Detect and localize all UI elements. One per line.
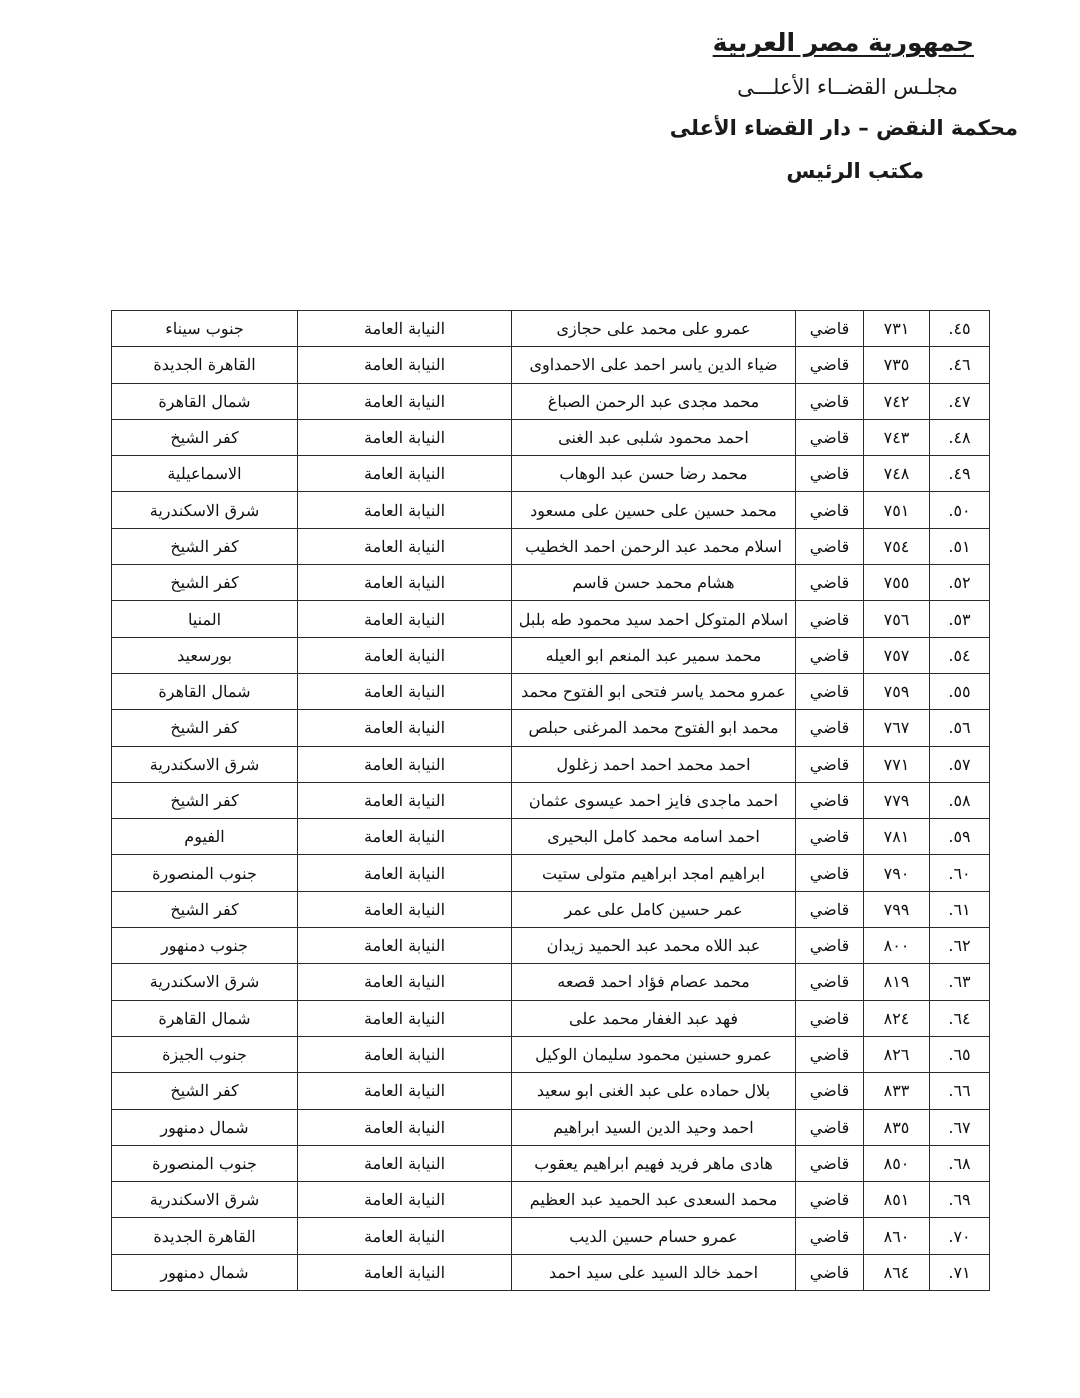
region-cell: شمال القاهرة bbox=[112, 1000, 298, 1036]
seniority-code-cell: ٨٦٠ bbox=[864, 1218, 930, 1254]
role-cell: قاضي bbox=[796, 1218, 864, 1254]
seniority-code-cell: ٨٣٣ bbox=[864, 1073, 930, 1109]
row-number-cell: ٦٢. bbox=[930, 928, 990, 964]
seniority-code-cell: ٨٠٠ bbox=[864, 928, 930, 964]
role-cell: قاضي bbox=[796, 1000, 864, 1036]
department-cell: النيابة العامة bbox=[298, 710, 512, 746]
role-cell: قاضي bbox=[796, 565, 864, 601]
judge-name-cell: عبد اللاه محمد عبد الحميد زيدان bbox=[512, 928, 796, 964]
table-row bbox=[112, 528, 990, 564]
table-row bbox=[112, 710, 990, 746]
role-cell: قاضي bbox=[796, 891, 864, 927]
seniority-code-cell: ٧٥١ bbox=[864, 492, 930, 528]
table-row bbox=[112, 928, 990, 964]
seniority-code-cell: ٧٩٠ bbox=[864, 855, 930, 891]
role-cell: قاضي bbox=[796, 964, 864, 1000]
role-cell: قاضي bbox=[796, 347, 864, 383]
role-cell: قاضي bbox=[796, 1036, 864, 1072]
department-cell: النيابة العامة bbox=[298, 1254, 512, 1290]
department-cell: النيابة العامة bbox=[298, 1036, 512, 1072]
department-cell: النيابة العامة bbox=[298, 1073, 512, 1109]
region-cell: كفر الشيخ bbox=[112, 419, 298, 455]
role-cell: قاضي bbox=[796, 1182, 864, 1218]
region-cell: شرق الاسكندرية bbox=[112, 1182, 298, 1218]
row-number-cell: ٥٤. bbox=[930, 637, 990, 673]
row-number-cell: ٦٧. bbox=[930, 1109, 990, 1145]
judge-name-cell: عمرو محمد ياسر فتحى ابو الفتوح محمد bbox=[512, 673, 796, 709]
role-cell: قاضي bbox=[796, 928, 864, 964]
seniority-code-cell: ٨٥٠ bbox=[864, 1145, 930, 1181]
department-cell: النيابة العامة bbox=[298, 347, 512, 383]
region-cell: الفيوم bbox=[112, 819, 298, 855]
judge-name-cell: هادى ماهر فريد فهيم ابراهيم يعقوب bbox=[512, 1145, 796, 1181]
table-row bbox=[112, 1254, 990, 1290]
region-cell: شرق الاسكندرية bbox=[112, 492, 298, 528]
region-cell: جنوب سيناء bbox=[112, 311, 298, 347]
judge-name-cell: بلال حماده على عبد الغنى ابو سعيد bbox=[512, 1073, 796, 1109]
department-cell: النيابة العامة bbox=[298, 928, 512, 964]
row-number-cell: ٥٢. bbox=[930, 565, 990, 601]
department-cell: النيابة العامة bbox=[298, 1000, 512, 1036]
judge-name-cell: احمد ماجدى فايز احمد عيسوى عثمان bbox=[512, 782, 796, 818]
seniority-code-cell: ٧٥٥ bbox=[864, 565, 930, 601]
role-cell: قاضي bbox=[796, 673, 864, 709]
role-cell: قاضي bbox=[796, 855, 864, 891]
region-cell: المنيا bbox=[112, 601, 298, 637]
role-cell: قاضي bbox=[796, 601, 864, 637]
region-cell: كفر الشيخ bbox=[112, 1073, 298, 1109]
judge-name-cell: عمرو حسام حسين الديب bbox=[512, 1218, 796, 1254]
country-heading: جمهورية مصر العربية bbox=[712, 28, 974, 57]
judge-name-cell: عمرو حسنين محمود سليمان الوكيل bbox=[512, 1036, 796, 1072]
table-row bbox=[112, 819, 990, 855]
table-row bbox=[112, 891, 990, 927]
row-number-cell: ٥٠. bbox=[930, 492, 990, 528]
table-row bbox=[112, 601, 990, 637]
row-number-cell: ٥٥. bbox=[930, 673, 990, 709]
row-number-cell: ٤٨. bbox=[930, 419, 990, 455]
seniority-code-cell: ٧٥٧ bbox=[864, 637, 930, 673]
seniority-code-cell: ٨٦٤ bbox=[864, 1254, 930, 1290]
seniority-code-cell: ٧٥٤ bbox=[864, 528, 930, 564]
row-number-cell: ٥٨. bbox=[930, 782, 990, 818]
judge-name-cell: ابراهيم امجد ابراهيم متولى ستيت bbox=[512, 855, 796, 891]
table-row bbox=[112, 964, 990, 1000]
department-cell: النيابة العامة bbox=[298, 601, 512, 637]
table-row bbox=[112, 1073, 990, 1109]
row-number-cell: ٤٧. bbox=[930, 383, 990, 419]
seniority-code-cell: ٨١٩ bbox=[864, 964, 930, 1000]
row-number-cell: ٤٩. bbox=[930, 456, 990, 492]
department-cell: النيابة العامة bbox=[298, 528, 512, 564]
row-number-cell: ٦٨. bbox=[930, 1145, 990, 1181]
row-number-cell: ٦٣. bbox=[930, 964, 990, 1000]
row-number-cell: ٥٧. bbox=[930, 746, 990, 782]
row-number-cell: ٦١. bbox=[930, 891, 990, 927]
row-number-cell: ٥١. bbox=[930, 528, 990, 564]
region-cell: شرق الاسكندرية bbox=[112, 746, 298, 782]
office-heading: مكتب الرئيس bbox=[786, 159, 924, 183]
seniority-code-cell: ٧٥٦ bbox=[864, 601, 930, 637]
region-cell: كفر الشيخ bbox=[112, 565, 298, 601]
region-cell: جنوب الجيزة bbox=[112, 1036, 298, 1072]
table-row bbox=[112, 673, 990, 709]
region-cell: كفر الشيخ bbox=[112, 782, 298, 818]
seniority-code-cell: ٧٤٣ bbox=[864, 419, 930, 455]
seniority-code-cell: ٨٥١ bbox=[864, 1182, 930, 1218]
role-cell: قاضي bbox=[796, 456, 864, 492]
role-cell: قاضي bbox=[796, 492, 864, 528]
role-cell: قاضي bbox=[796, 746, 864, 782]
judge-name-cell: محمد السعدى عبد الحميد عبد العظيم bbox=[512, 1182, 796, 1218]
role-cell: قاضي bbox=[796, 782, 864, 818]
seniority-code-cell: ٨٢٤ bbox=[864, 1000, 930, 1036]
seniority-code-cell: ٧٥٩ bbox=[864, 673, 930, 709]
judge-name-cell: فهد عبد الغفار محمد على bbox=[512, 1000, 796, 1036]
role-cell: قاضي bbox=[796, 1254, 864, 1290]
department-cell: النيابة العامة bbox=[298, 819, 512, 855]
role-cell: قاضي bbox=[796, 311, 864, 347]
roster-body bbox=[112, 311, 990, 1291]
region-cell: شمال القاهرة bbox=[112, 383, 298, 419]
role-cell: قاضي bbox=[796, 710, 864, 746]
department-cell: النيابة العامة bbox=[298, 855, 512, 891]
department-cell: النيابة العامة bbox=[298, 673, 512, 709]
council-heading: مجلـس القضــاء الأعلـــى bbox=[737, 75, 958, 99]
department-cell: النيابة العامة bbox=[298, 1218, 512, 1254]
role-cell: قاضي bbox=[796, 1073, 864, 1109]
department-cell: النيابة العامة bbox=[298, 746, 512, 782]
department-cell: النيابة العامة bbox=[298, 637, 512, 673]
role-cell: قاضي bbox=[796, 528, 864, 564]
region-cell: شرق الاسكندرية bbox=[112, 964, 298, 1000]
table-row bbox=[112, 1218, 990, 1254]
seniority-code-cell: ٧٧١ bbox=[864, 746, 930, 782]
seniority-code-cell: ٧٤٨ bbox=[864, 456, 930, 492]
region-cell: كفر الشيخ bbox=[112, 528, 298, 564]
department-cell: النيابة العامة bbox=[298, 311, 512, 347]
region-cell: بورسعيد bbox=[112, 637, 298, 673]
seniority-code-cell: ٧٧٩ bbox=[864, 782, 930, 818]
table-row bbox=[112, 1000, 990, 1036]
judge-name-cell: احمد خالد السيد على سيد احمد bbox=[512, 1254, 796, 1290]
role-cell: قاضي bbox=[796, 637, 864, 673]
table-row bbox=[112, 855, 990, 891]
region-cell: شمال القاهرة bbox=[112, 673, 298, 709]
judge-name-cell: محمد ابو الفتوح محمد المرغنى حبلص bbox=[512, 710, 796, 746]
region-cell: كفر الشيخ bbox=[112, 891, 298, 927]
judge-name-cell: محمد عصام فؤاد احمد قصعه bbox=[512, 964, 796, 1000]
department-cell: النيابة العامة bbox=[298, 782, 512, 818]
region-cell: جنوب المنصورة bbox=[112, 855, 298, 891]
region-cell: كفر الشيخ bbox=[112, 710, 298, 746]
seniority-code-cell: ٧٤٢ bbox=[864, 383, 930, 419]
judge-name-cell: اسلام المتوكل احمد سيد محمود طه بلبل bbox=[512, 601, 796, 637]
judge-name-cell: اسلام محمد عبد الرحمن احمد الخطيب bbox=[512, 528, 796, 564]
seniority-code-cell: ٧٣٥ bbox=[864, 347, 930, 383]
letterhead bbox=[558, 30, 1018, 182]
judge-name-cell: احمد اسامه محمد كامل البحيرى bbox=[512, 819, 796, 855]
region-cell: جنوب دمنهور bbox=[112, 928, 298, 964]
region-cell: شمال دمنهور bbox=[112, 1254, 298, 1290]
row-number-cell: ٥٩. bbox=[930, 819, 990, 855]
row-number-cell: ٦٥. bbox=[930, 1036, 990, 1072]
row-number-cell: ٧٠. bbox=[930, 1218, 990, 1254]
region-cell: الاسماعيلية bbox=[112, 456, 298, 492]
table-row bbox=[112, 492, 990, 528]
region-cell: القاهرة الجديدة bbox=[112, 347, 298, 383]
judges-roster-table bbox=[111, 310, 990, 1291]
role-cell: قاضي bbox=[796, 419, 864, 455]
role-cell: قاضي bbox=[796, 383, 864, 419]
table-row bbox=[112, 1145, 990, 1181]
table-row bbox=[112, 1036, 990, 1072]
table-row bbox=[112, 456, 990, 492]
table-row bbox=[112, 782, 990, 818]
row-number-cell: ٥٦. bbox=[930, 710, 990, 746]
court-heading: محكمة النقض – دار القضاء الأعلى bbox=[669, 116, 1018, 140]
judge-name-cell: محمد رضا حسن عبد الوهاب bbox=[512, 456, 796, 492]
department-cell: النيابة العامة bbox=[298, 565, 512, 601]
department-cell: النيابة العامة bbox=[298, 1109, 512, 1145]
judge-name-cell: عمر حسين كامل على عمر bbox=[512, 891, 796, 927]
judge-name-cell: احمد محمد احمد احمد زغلول bbox=[512, 746, 796, 782]
table-row bbox=[112, 311, 990, 347]
department-cell: النيابة العامة bbox=[298, 456, 512, 492]
judge-name-cell: محمد حسين على حسين على مسعود bbox=[512, 492, 796, 528]
judge-name-cell: احمد وحيد الدين السيد ابراهيم bbox=[512, 1109, 796, 1145]
region-cell: شمال دمنهور bbox=[112, 1109, 298, 1145]
department-cell: النيابة العامة bbox=[298, 1145, 512, 1181]
judge-name-cell: ضياء الدين ياسر احمد على الاحمداوى bbox=[512, 347, 796, 383]
table-row bbox=[112, 1182, 990, 1218]
judge-name-cell: عمرو على محمد على حجازى bbox=[512, 311, 796, 347]
table-row bbox=[112, 746, 990, 782]
row-number-cell: ٦٤. bbox=[930, 1000, 990, 1036]
department-cell: النيابة العامة bbox=[298, 383, 512, 419]
seniority-code-cell: ٨٣٥ bbox=[864, 1109, 930, 1145]
department-cell: النيابة العامة bbox=[298, 891, 512, 927]
department-cell: النيابة العامة bbox=[298, 1182, 512, 1218]
region-cell: القاهرة الجديدة bbox=[112, 1218, 298, 1254]
table-row bbox=[112, 637, 990, 673]
role-cell: قاضي bbox=[796, 1109, 864, 1145]
table-row bbox=[112, 565, 990, 601]
department-cell: النيابة العامة bbox=[298, 419, 512, 455]
role-cell: قاضي bbox=[796, 819, 864, 855]
table-row bbox=[112, 383, 990, 419]
row-number-cell: ٤٥. bbox=[930, 311, 990, 347]
judge-name-cell: احمد محمود شلبى عبد الغنى bbox=[512, 419, 796, 455]
table-row bbox=[112, 1109, 990, 1145]
table-row bbox=[112, 419, 990, 455]
row-number-cell: ٥٣. bbox=[930, 601, 990, 637]
row-number-cell: ٦٦. bbox=[930, 1073, 990, 1109]
seniority-code-cell: ٧٦٧ bbox=[864, 710, 930, 746]
row-number-cell: ٧١. bbox=[930, 1254, 990, 1290]
table-row bbox=[112, 347, 990, 383]
judge-name-cell: محمد مجدى عبد الرحمن الصباغ bbox=[512, 383, 796, 419]
region-cell: جنوب المنصورة bbox=[112, 1145, 298, 1181]
seniority-code-cell: ٧٨١ bbox=[864, 819, 930, 855]
judge-name-cell: محمد سمير عبد المنعم ابو العيله bbox=[512, 637, 796, 673]
department-cell: النيابة العامة bbox=[298, 492, 512, 528]
role-cell: قاضي bbox=[796, 1145, 864, 1181]
row-number-cell: ٤٦. bbox=[930, 347, 990, 383]
row-number-cell: ٦٩. bbox=[930, 1182, 990, 1218]
seniority-code-cell: ٧٣١ bbox=[864, 311, 930, 347]
row-number-cell: ٦٠. bbox=[930, 855, 990, 891]
seniority-code-cell: ٨٢٦ bbox=[864, 1036, 930, 1072]
seniority-code-cell: ٧٩٩ bbox=[864, 891, 930, 927]
department-cell: النيابة العامة bbox=[298, 964, 512, 1000]
judge-name-cell: هشام محمد حسن قاسم bbox=[512, 565, 796, 601]
